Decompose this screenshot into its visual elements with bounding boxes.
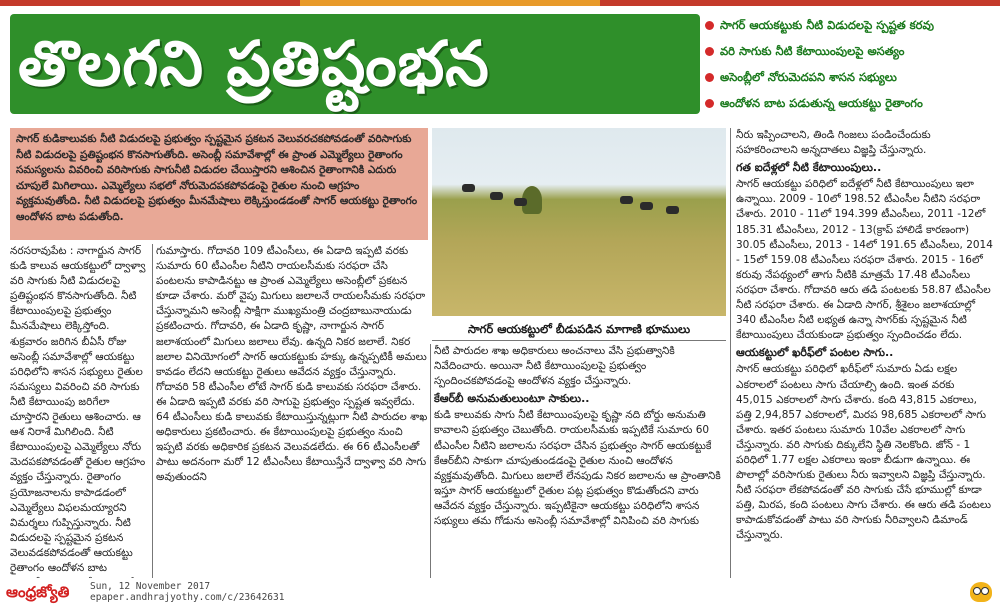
highlight-item <box>705 12 995 38</box>
article-column-1 <box>10 244 148 578</box>
article-text: నీటి పారుదల శాఖ అధికారులు అంచనాలు వేసి ప్రభుత్వానికి నివేదించారు. అయినా నీటి కేటాయింపులపై ప్రభుత్వం స్పందించకపోవడంపై ఆందోళన వ్యక్తం చేస్తున్నారు. <box>434 345 675 388</box>
subheading: ఆయకట్టులో ఖరీఫ్‌లో పంటల సాగు.. <box>736 346 894 360</box>
subheading: కేఆర్‌బీ అనుమతులుంటూ సాకులు.. <box>434 392 590 406</box>
edition-date: Sun, 12 November 2017 <box>90 581 211 592</box>
article-text: గుమాస్తారు. గోదావరి 109 టీఎంసీలు, ఈ ఏడాది ఇప్పటి వరకు సుమారు 60 టీఎంసీల నీటిని రాయలసీమకు సరఫరా చేసి పంటలను కాపాడినట్టు ఆ ప్రాంత ఎమ్మెల్యేలు అసెంబ్లీలో ప్రకటన కూడా చేశారు. మరో వైపు మిగులు జలాలనే రాయలసీమకు సరఫరా చేస్తున్నామని అసెంబ్లీ సాక్షిగా ముఖ్యమంత్రి చంద్రబాబునాయుడు ప్రకటించారు. గోదావరి, ఈ ఏడాది కృష్ణా, నాగార్జున సాగర్ జలాశయంలో మిగులు జలాలు లేవు. ఉన్నది నికర జలాలే. నికర జలాల వినియోగంలో సాగర్ ఆయకట్టుకు హక్కు ఉన్నప్పటికీ అమలు కావడం లేదని ఆయకట్టు రైతులు ఆవేదన వ్యక్తం చేస్తున్నారు. గోదావరి 58 టీఎంసీల లోటే సాగర్ కుడి కాలువకు సరఫరా చేశారు. ఈ ఏడాది ఇప్పటి వరకు వరి సాగుపై ప్రభుత్వం స్పష్టత ఇవ్వలేదు. 64 టీఎంసీలు కుడి కాలువకు కేటాయిస్తున్నట్లుగా నీటి పారుదల శాఖ అధికారులు ప్రకటించారు. ఈ కేటాయింపులపై ప్రభుత్వం నుంచి ఇప్పటి వరకు అధికారిక ప్రకటన వెలువడలేదు. ఈ 66 టీఎంసీలతో పాటు అదనంగా మరో 12 టీఎంసీలు కేటాయిస్తేనే ద్వాళ్వా వరి సాగు అవుతుందని <box>156 245 428 484</box>
buffalo-shape <box>490 192 503 200</box>
highlight-item <box>705 64 995 90</box>
field-photo <box>432 128 726 316</box>
owl-icon <box>970 582 992 602</box>
bullet-dot-icon <box>705 47 714 56</box>
article-text: సాగర్ ఆయకట్టు పరిధిలో ఖరీఫ్‌లో సుమారు ఏడు లక్షల ఎకరాలలో పంటలు సాగు చేయాల్సి ఉంది. ఇంత వరకు 45,015 ఎకరాలలో సాగు చేశారు. కంది 43,815 ఎకరాలు, పత్తి 2,94,857 ఎకరాలలో, మిరప 98,685 ఎకరాలలో సాగు చేశారు. ఇతర పంటలు సుమారు 10వేల ఎకరాలలో సాగు చేస్తున్నారు. వరి సాగుకు దిక్కులేని స్థితి నెలకొంది. జోన్ - 1 పరిధిలో 1.77 లక్షల ఎకరాలు ఇంకా బీడుగా ఉన్నాయి. ఈ పొలాల్లో వరిసాగుకు రైతులు నీరు ఇవ్వాలని విజ్ఞప్తి చేస్తున్నారు. నీటి సరఫరా లేకపోవడంతో వరి సాగుకు చేసే భూముల్లో కూడా పత్తి, మిరప, కంది పంటలు సాగు చేశారు. ఈ ఆరు తడి పంటలు కాపాడుకోవడంతో పాటు వరి సాగుకు నీరివ్వాలని డిమాండ్ చేస్తున్నారు. <box>736 363 991 542</box>
highlights-list <box>705 12 995 116</box>
buffalo-shape <box>620 196 633 204</box>
article-column-2 <box>156 244 428 578</box>
headline-text: తొలగని ప్రతిష్టంభన <box>18 27 490 100</box>
column-divider <box>152 244 153 578</box>
top-color-strip <box>0 0 1000 6</box>
highlight-item <box>705 38 995 64</box>
buffalo-shape <box>462 184 475 192</box>
bullet-dot-icon <box>705 73 714 82</box>
bullet-dot-icon <box>705 21 714 30</box>
footer-meta <box>90 581 284 603</box>
article-text: సాగర్ ఆయకట్టు పరిధిలో ఐదేళ్లలో నీటి కేటాయింపులు ఇలా ఉన్నాయి. 2009 - 10లో 198.52 టీఎంసీల నీటిని సరఫరా చేశారు. 2010 - 11లో 194.399 టీఎంసీలు, 2011 -12లో 185.31 టీఎంసీలు, 2012 - 13(క్రాప్ హాలిడే కారణంగా) 30.05 టీఎంసీలు, 2013 - 14లో 191.65 టీఎంసీలు, 2014 - 15లో 159.08 టీఎంసీలు సరఫరా చేశారు. 2015 - 16లో కరువు నేపథ్యంలో తాగు నీటికి మాత్రమే 17.48 టీఎంసీలు సరఫరా చేశారు. గోదావరి ఆరు తడి పంటలకు 58.87 టీఎంసీల నీటి సరఫరా చేశారు. ఈ ఏడాది సాగర్, శ్రీశైలం జలాశయాల్లో 340 టీఎంసీల నీటి లభ్యత ఉన్నా సాగర్‌కు స్పష్టమైన నీటి కేటాయింపులు చేయకుండా ప్రభుత్వం స్పందించడం లేదు. <box>736 178 993 342</box>
highlight-text: వరి సాగుకు నీటి కేటాయింపులపై అసత్యం <box>720 44 905 58</box>
buffalo-shape <box>640 202 653 210</box>
headline-banner <box>10 14 700 114</box>
column-divider <box>430 344 431 578</box>
photo-caption: సాగర్ ఆయకట్టులో బీడుపడిన మాగాణి భూములు <box>432 318 726 341</box>
newspaper-logo: ఆంధ్రజ్యోతి <box>6 583 70 601</box>
article-text: నీరు ఇప్పించాలని, తిండి గింజలు పండించేందుకు సహకరించాలని అన్నదాతలు విజ్ఞప్తి చేస్తున్నారు. <box>736 129 931 157</box>
highlight-text: ఆందోళన బాట పడుతున్న ఆయకట్టు రైతాంగం <box>720 96 923 110</box>
buffalo-shape <box>666 206 679 214</box>
article-column-4 <box>736 128 994 578</box>
epaper-url[interactable]: epaper.andhrajyothy.com/c/23642631 <box>90 592 285 603</box>
intro-paragraph: సాగర్ కుడికాలువకు నీటి విడుదలపై ప్రభుత్వం స్పష్టమైన ప్రకటన వెలువరచకపోవడంతో వరిసాగుకు నీటి విడుదలపై ప్రతిష్టంభన కొనసాగుతోంది. అసెంబ్లీ సమావేశాల్లో ఈ ప్రాంత ఎమ్మెల్యేలు రైతాంగం సమస్యలను వివరించి వరిసాగుకు సాగునీటి విడుదల చేయిస్తారని ఆశించిన రైతాంగానికి ఎదురు చూపులే మిగిలాయి. ఎమ్మెల్యేలు సభలో నోరుమెదపకపోవడంపై రైతుల నుంచి ఆగ్రహం వ్యక్తమవుతోంది. నీటి విడుదలపై ప్రభుత్వం మీనమేషాలు లెక్కిస్తుండడంతో సాగర్ ఆయకట్టు రైతాంగం ఆందోళన బాట పడుతోంది. <box>10 128 428 240</box>
footer-bar <box>0 580 1000 604</box>
highlight-text: సాగర్ ఆయకట్టుకు నీటి విడుదలపై స్పష్టత కరవు <box>720 18 934 32</box>
buffalo-shape <box>514 198 527 206</box>
highlight-item <box>705 90 995 116</box>
highlight-text: అసెంబ్లీలో నోరుమెదపని శాసన సభ్యులు <box>720 70 897 84</box>
column-divider <box>730 128 731 578</box>
bullet-dot-icon <box>705 99 714 108</box>
article-text: నరసరావుపేట : నాగార్జున సాగర్ కుడి కాలువ ఆయకట్టులో ద్వాళ్వా వరి సాగుకు నీటి విడుదలపై ప్రతిష్టంభన కొనసాగుతోంది. నీటి కేటాయింపులపై ప్రభుత్వం మీనమేషాలు లెక్కిస్తోంది. శుక్రవారం జరిగిన బీఏసీ రోజు అసెంబ్లీ సమావేశాల్లో ఆయకట్టు పరిధిలోని శాసన సభ్యులు రైతుల సమస్యలు వివరించి వరి సాగుకు నీటి కేటాయింపు జరిగేలా చూస్తారని రైతులు ఆశించారు. ఆ ఆశ నిరాశే మిగిలింది. నీటి కేటాయింపులపై ఎమ్మెల్యేలు నోరు మెదపకపోవడంతో రైతుల ఆగ్రహం వ్యక్తం చేస్తున్నారు. రైతాంగం ప్రయోజనాలను కాపాడడంలో ఎమ్మెల్యేలు విఫలమయ్యారని విమర్శలు గుప్పిస్తున్నారు. నీటి విడుదలపై స్పష్టమైన ప్రకటన వెలువడకపోవడంతో ఆయకట్టు రైతాంగం ఆందోళన బాట <box>10 245 146 574</box>
article-text: కుడి కాలువకు సాగు నీటి కేటాయింపులపై కృష్ణా నది బోర్డు అనుమతి కావాలని ప్రభుత్వం చెబుతోంది. రాయలసీమకు ఇప్పటికే సుమారు 60 టీఎంసీల నీటిని జలాలను సరఫరా చేసిన ప్రభుత్వం సాగర్ ఆయకట్టుకే కేఆర్‌బీని సాకుగా చూపుతుండడంపై రైతుల నుంచి ఆందోళన వ్యక్తమవుతోంది. మిగులు జలాలే లేనపుడు నికర జలాలను ఆ ప్రాంతానికి ఇస్తూ సాగర్ ఆయకట్టులో రైతుల పట్ల ప్రభుత్వం కొడుతోందని వారు ఆవేదన వ్యక్తం చేస్తున్నారు. ఇప్పటికైనా ఆయకట్టు పరిధిలోని శాసన సభ్యులు తమ గోడును అసెంబ్లీ సమావేశాల్లో వినిపించి వరి సాగుకు <box>434 409 721 528</box>
subheading: గత ఐదేళ్లలో నీటి కేటాయింపులు.. <box>736 161 882 175</box>
article-column-3 <box>434 344 726 578</box>
